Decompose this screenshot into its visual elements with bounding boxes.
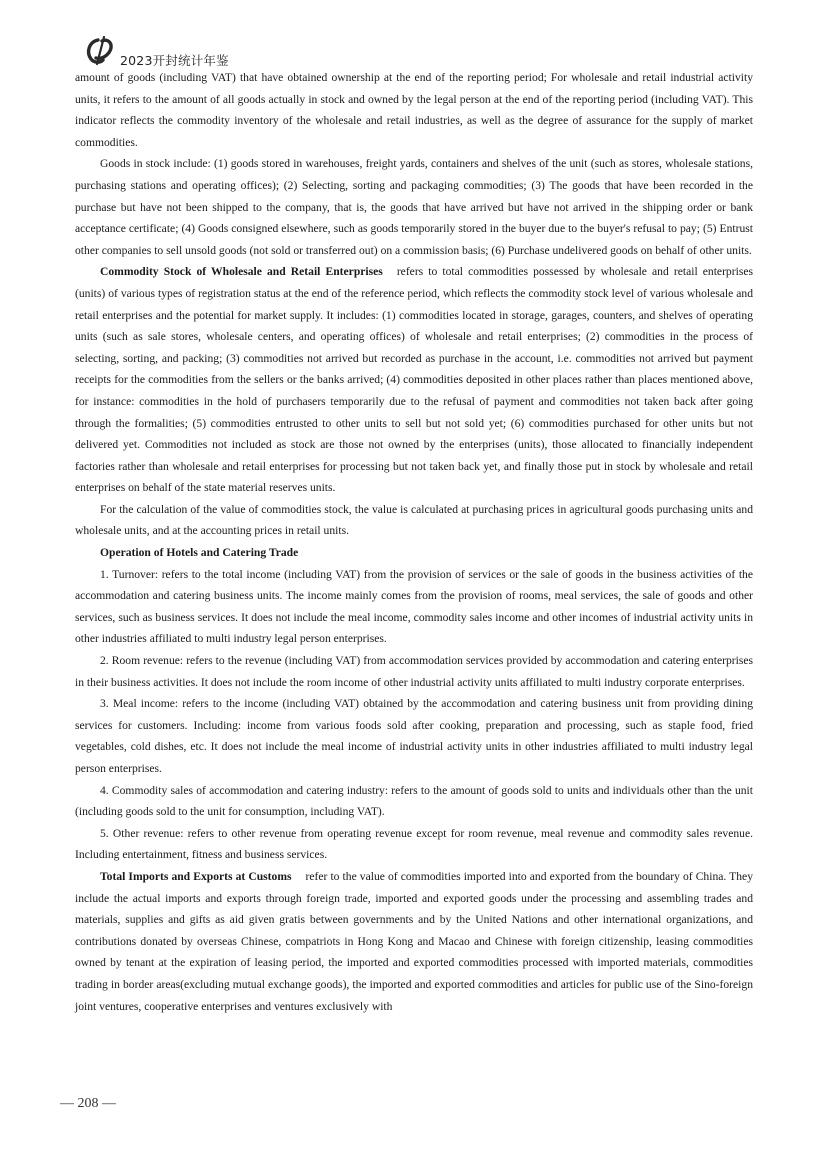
paragraph-turnover: 1. Turnover: refers to the total income (including VAT) from the provision of services or the sale of goods in the business activities of the accommodation and catering business units. The income mainly comes from the provision of rooms, meal services, the sale of goods and other services, such as business services. It does not include the meal income, commodity sales income and other incomes of industrial activity units in other industries affiliated to multi industry legal person enterprises. <box>75 567 753 646</box>
main-text <box>75 67 753 1017</box>
paragraph-stock-amount: amount of goods (including VAT) that have obtained ownership at the end of the reporting period; For wholesale and retail industrial activity units, it refers to the amount of all goods actually in stock and owned by the legal person at the end of the reporting period (including VAT). This indicator reflects the commodity inventory of the wholesale and retail industries, as well as the degree of assurance for the supply of market commodities. <box>75 71 753 149</box>
yearbook-logo-icon <box>84 36 118 66</box>
paragraph-commodity-sales: 4. Commodity sales of accommodation and catering industry: refers to the amount of goods sold to units and individuals other than the unit (including goods sold to the unit for consumption, including VAT). <box>75 783 753 819</box>
paragraph-room-revenue: 2. Room revenue: refers to the revenue (including VAT) from accommodation services provided by accommodation and catering enterprises in their business activities. It does not include the room income of other industrial activity units affiliated to multi industry corporate enterprises. <box>75 654 753 689</box>
paragraph-stock-valuation: For the calculation of the value of commodities stock, the value is calculated at purchasing prices in agricultural goods purchasing units and wholesale units, and at the accounting prices in retail units. <box>75 502 753 538</box>
paragraph-meal-income: 3. Meal income: refers to the income (including VAT) obtained by the accommodation and catering business unit from providing dining services for customers. Including: income from various foods sold after cooking, preparation and processing, such as staple food, fried vegetables, cold dishes, etc. It does not include the meal income of industrial activity units in other industries affiliated to multi industry legal person enterprises. <box>75 697 753 775</box>
term-customs-trade: Total Imports and Exports at Customs <box>100 869 292 883</box>
definition-customs-trade: refer to the value of commodities imported into and exported from the boundary of China. They include the actual imports and exports through foreign trade, imported and exported goods under the processing and assembling trades and materials, supplies and gifts as aid given gratis between governments and by the United Nations and other international organizations, and contributions donated by overseas Chinese, compatriots in Hong Kong and Macao and Chinese with foreign citizenship, leasing commodities owned by tenant at the expiration of leasing period, the imported and exported commodities processed with imported materials, commodities trading in border areas(excluding mutual exchange goods), the imported and exported commodities and articles for public use of the Sino-foreign joint ventures, cooperative enterprises and ventures exclusively with <box>75 869 753 1013</box>
paragraph-customs-trade <box>75 866 753 1017</box>
yearbook-title: 2023开封统计年鉴 <box>120 53 229 68</box>
paragraph-other-revenue: 5. Other revenue: refers to other revenue from operating revenue except for room revenue, meal revenue and commodity sales revenue. Including entertainment, fitness and business services. <box>75 826 753 862</box>
page-number: — 208 — <box>60 1096 116 1111</box>
paragraph-commodity-stock <box>75 261 753 499</box>
definition-commodity-stock: refers to total commodities possessed by wholesale and retail enterprises (units) of various types of registration status at the end of the reference period, which reflects the commodity stock level of various wholesale and retail enterprises and the potential for market supply. It includes: (1) commodities located in storage, garages, counters, and shelves of operating units (such as sale stores, wholesale centers, and operating offices) of wholesale and retail enterprises; (2) commodities in the process of selecting, sorting, and packing; (3) commodities not arrived but recorded as purchase in the account, i.e. commodities not arrived but payment receipts for the commodities from the sellers or the banks arrived; (4) commodities deposited in other places rather than places mentioned above, for instance: commodities in the hold of purchasers temporarily due to the refusal of payment and commodities not taken back after going through the formalities; (5) commodities entrusted to other units to sell but not sold yet; (6) commodities purchased for other units but not delivered yet. Commodities not included as stock are those not owned by the enterprises (units), those allocated to financially independent factories rather than wholesale and retail enterprises for processing but not taken back yet, and finally those put in stock by wholesale and retail enterprises on behalf of the state material reserves units. <box>75 265 753 495</box>
paragraph-goods-in-stock: Goods in stock include: (1) goods stored in warehouses, freight yards, containers and shelves of the unit (such as stores, wholesale stations, purchasing stations and operating offices); (2) Selecting, sorting and packaging commodities; (3) The goods that have been recorded in the purchase but have not been shipped to the company, that is, the goods that have arrived but have not arrived in the shipping order or bank acceptance certificate; (4) Goods consigned elsewhere, such as goods temporarily stored in the buyer due to the buyer's refusal to pay; (5) Entrust other companies to sell unsold goods (not sold or transferred out) on a commission basis; (6) Purchase undelivered goods on behalf of other units. <box>75 157 753 257</box>
section-heading-hotels-catering: Operation of Hotels and Catering Trade <box>100 546 299 560</box>
term-commodity-stock: Commodity Stock of Wholesale and Retail Enterprises <box>100 265 383 279</box>
